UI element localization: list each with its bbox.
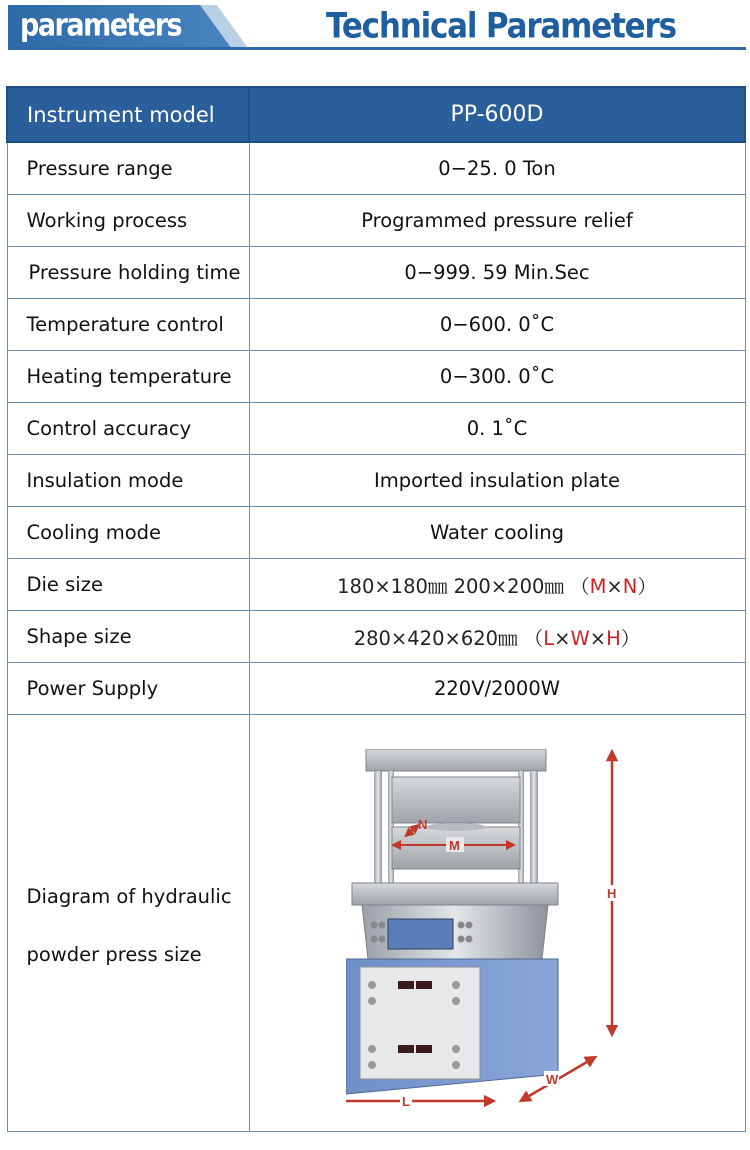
times-sign: × xyxy=(589,626,607,650)
die-size-values: 180×180㎜ 200×200㎜ xyxy=(337,574,571,598)
dim-l-label: L xyxy=(401,1094,410,1109)
page-header xyxy=(0,0,750,60)
row-label: Cooling mode xyxy=(7,507,249,559)
table-row xyxy=(7,351,745,403)
left-column xyxy=(374,771,382,883)
row-value: 0−600. 0˚C xyxy=(249,299,745,351)
row-value: 0. 1˚C xyxy=(249,403,745,455)
note-paren-close: ） xyxy=(620,626,641,650)
row-value: 0−999. 59 Min.Sec xyxy=(249,247,745,299)
row-value: 220V/2000W xyxy=(249,663,745,715)
page-title: Technical Parameters xyxy=(326,6,676,47)
table-header-row xyxy=(7,87,745,142)
row-label: Temperature control xyxy=(7,299,249,351)
note-paren-close: ） xyxy=(637,574,657,598)
table-row xyxy=(7,663,745,715)
table-row xyxy=(7,455,745,507)
table-row xyxy=(7,142,745,195)
diagram-label xyxy=(7,715,249,1132)
dim-l: L xyxy=(543,626,555,650)
dim-h: H xyxy=(606,626,621,650)
upper-platen xyxy=(392,777,520,823)
note-paren-open: （ xyxy=(523,626,544,650)
top-crossbeam xyxy=(366,749,546,771)
table-row xyxy=(7,559,745,611)
section-tag-label: parameters xyxy=(20,8,182,44)
dim-n-label: N xyxy=(417,817,427,832)
base-plate xyxy=(352,883,558,905)
parameters-table xyxy=(6,86,746,1132)
header-divider xyxy=(8,47,746,50)
times-sign: × xyxy=(606,574,623,598)
dim-w-label: W xyxy=(545,1072,558,1087)
table-row xyxy=(7,299,745,351)
row-label: Pressure range xyxy=(7,142,249,195)
row-value: Water cooling xyxy=(249,507,745,559)
table-row xyxy=(7,195,745,247)
row-label: Heating temperature xyxy=(7,351,249,403)
table-row xyxy=(7,247,745,299)
diagram-cell xyxy=(249,715,745,1132)
mold xyxy=(426,823,486,831)
note-paren-open: （ xyxy=(570,574,590,598)
model-label: Instrument model xyxy=(7,87,249,142)
row-label: Die size xyxy=(7,559,249,611)
dim-m: M xyxy=(589,574,607,598)
row-value: 0−300. 0˚C xyxy=(249,351,745,403)
table-row xyxy=(7,403,745,455)
touch-screen xyxy=(388,919,453,949)
row-label: Power Supply xyxy=(7,663,249,715)
row-label: Insulation mode xyxy=(7,455,249,507)
table-row xyxy=(7,611,745,663)
row-label: Shape size xyxy=(7,611,249,663)
times-sign: × xyxy=(554,626,571,650)
row-value xyxy=(249,611,745,663)
hydraulic-press-diagram xyxy=(346,749,646,1114)
shape-size-values: 280×420×620㎜ xyxy=(353,626,524,650)
dim-n: N xyxy=(622,574,638,598)
right-column xyxy=(530,771,538,883)
row-label: Working process xyxy=(7,195,249,247)
diagram-row xyxy=(7,715,745,1132)
row-value: 0−25. 0 Ton xyxy=(249,142,745,195)
row-value: Imported insulation plate xyxy=(249,455,745,507)
diagram-label-line-2: powder press size xyxy=(26,943,202,966)
row-value: Programmed pressure relief xyxy=(249,195,745,247)
row-value xyxy=(249,559,745,611)
row-label: Pressure holding time xyxy=(7,247,249,299)
dim-w: W xyxy=(570,626,590,650)
dim-h-label: H xyxy=(606,886,616,901)
diagram-label-line-1: Diagram of hydraulic xyxy=(26,885,232,908)
model-value: PP-600D xyxy=(249,87,745,142)
dim-m-label: M xyxy=(448,838,460,853)
table-row xyxy=(7,507,745,559)
row-label: Control accuracy xyxy=(7,403,249,455)
